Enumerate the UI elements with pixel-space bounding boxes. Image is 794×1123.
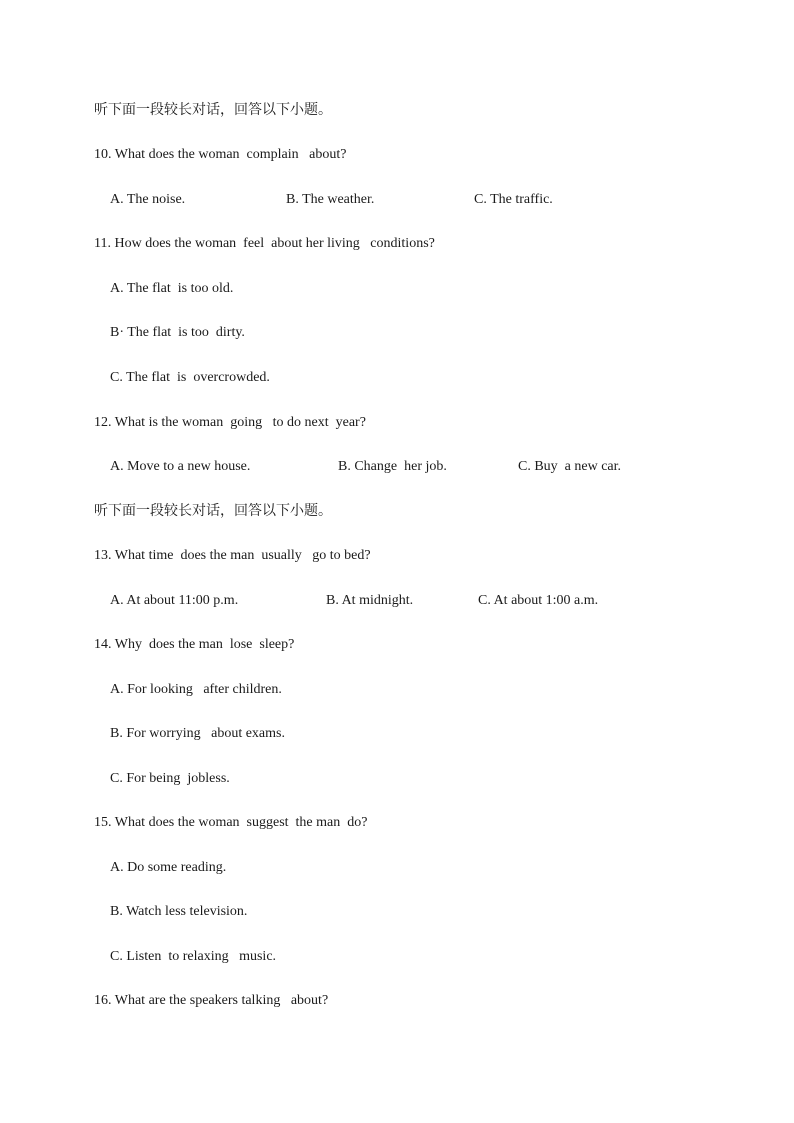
options-row <box>0 188 794 212</box>
options-row <box>0 455 794 479</box>
option-a: A. For looking after children. <box>110 682 282 697</box>
option-b: B. At midnight. <box>326 593 414 608</box>
option-b: B. Watch less television. <box>110 904 248 919</box>
section-heading: 听下面一段较长对话，回答以下小题。 <box>94 102 332 118</box>
option-c: C. For being jobless. <box>110 771 230 786</box>
options-row <box>0 589 794 613</box>
question-12: 12. What is the woman going to do next year? <box>94 415 366 430</box>
option-b: B. The weather. <box>286 192 375 207</box>
option-c: C. The flat is overcrowded. <box>110 370 270 385</box>
section-heading: 听下面一段较长对话，回答以下小题。 <box>94 503 332 519</box>
question-16: 16. What are the speakers talking about? <box>94 993 329 1008</box>
option-a: A. Do some reading. <box>110 860 227 875</box>
option-a: A. The noise. <box>110 192 186 207</box>
question-15: 15. What does the woman suggest the man do? <box>94 815 368 830</box>
question-10: 10. What does the woman complain about? <box>94 147 347 162</box>
question-14: 14. Why does the man lose sleep? <box>94 637 295 652</box>
option-b: B. For worrying about exams. <box>110 726 285 741</box>
option-c: C. At about 1:00 a.m. <box>478 593 599 608</box>
question-13: 13. What time does the man usually go to bed? <box>94 548 371 563</box>
option-a: A. At about 11:00 p.m. <box>110 593 239 608</box>
option-c: C. The traffic. <box>474 192 553 207</box>
option-b: B. Change her job. <box>338 459 447 474</box>
option-b: B· The flat is too dirty. <box>110 325 245 340</box>
option-a: A. The flat is too old. <box>110 281 234 296</box>
option-c: C. Listen to relaxing music. <box>110 949 277 964</box>
question-11: 11. How does the woman feel about her living conditions? <box>94 236 435 251</box>
option-a: A. Move to a new house. <box>110 459 251 474</box>
option-c: C. Buy a new car. <box>518 459 622 474</box>
